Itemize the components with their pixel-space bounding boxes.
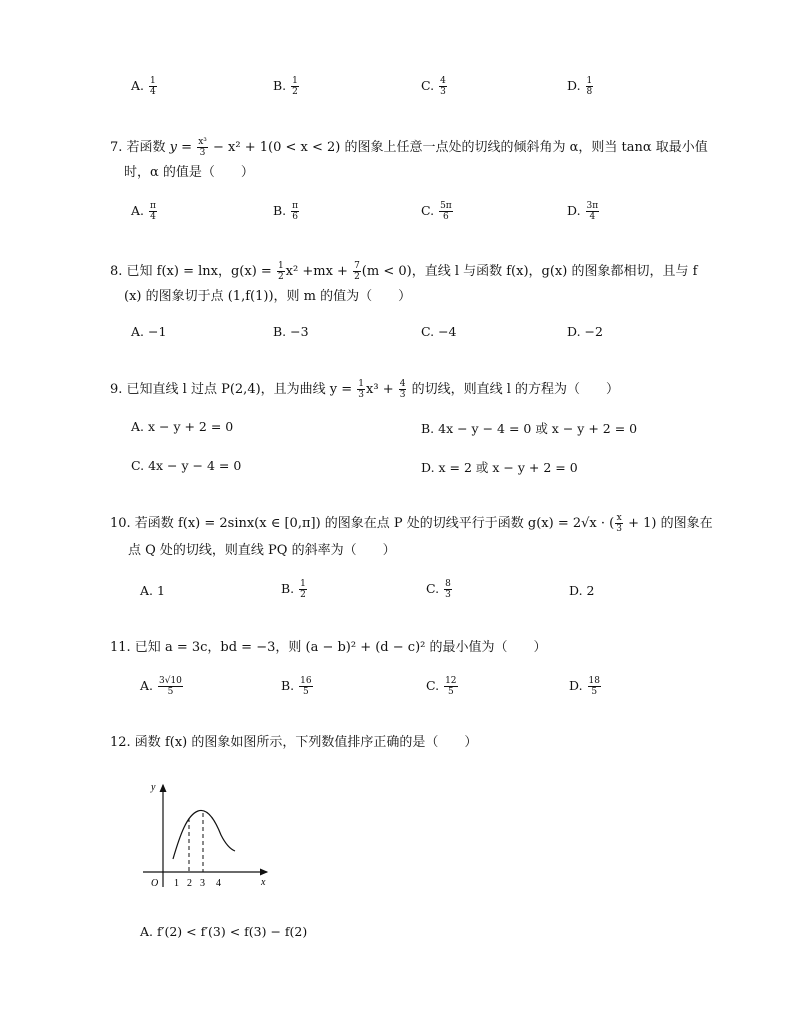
denominator: 2 — [292, 87, 298, 97]
numerator: 1 — [292, 76, 298, 86]
numerator: 12 — [445, 676, 457, 686]
denominator: 3 — [199, 148, 206, 158]
numerator: 1 — [358, 379, 365, 389]
question-9-line-1 — [110, 378, 619, 402]
q11-option-b — [281, 676, 314, 697]
option-a — [131, 76, 158, 97]
fraction — [588, 676, 601, 697]
fraction — [615, 513, 623, 534]
option-label: C. — [421, 203, 435, 218]
denominator: 2 — [300, 590, 306, 600]
numerator: 1 — [586, 76, 593, 86]
numerator: 18 — [588, 676, 600, 686]
question-8-line-1 — [110, 260, 697, 284]
option-label: D. — [569, 678, 583, 693]
q11-option-a — [140, 676, 184, 697]
text: 7. 若函数 — [110, 140, 170, 155]
denominator: 2 — [354, 272, 360, 282]
denominator: 5 — [167, 687, 174, 697]
numerator: 16 — [300, 676, 312, 686]
denominator: 4 — [150, 87, 156, 97]
numerator: 5π — [440, 201, 452, 211]
q8-option-c: C. −4 — [421, 324, 457, 339]
denominator: 3 — [616, 524, 622, 534]
numerator: 1 — [150, 76, 156, 86]
denominator: 3 — [358, 390, 365, 400]
text: y = — [169, 140, 197, 155]
tick-label: 4 — [216, 878, 221, 889]
fraction — [149, 76, 157, 97]
function-graph — [135, 775, 285, 895]
fraction — [439, 201, 453, 222]
option-label: B. — [281, 678, 295, 693]
numerator: x — [616, 513, 622, 523]
q8-option-b: B. −3 — [273, 324, 309, 339]
denominator: 3 — [440, 87, 446, 97]
fraction — [353, 261, 361, 282]
tick-label: 2 — [187, 878, 192, 889]
q10-option-c — [426, 579, 453, 600]
fraction — [586, 201, 600, 222]
text: 8. 已知 f(x) = lnx，g(x) = — [110, 264, 276, 279]
text: x² +mx + — [285, 264, 353, 279]
question-10-line-2: 点 Q 处的切线，则直线 PQ 的斜率为（ ） — [128, 543, 396, 558]
denominator: 2 — [277, 272, 284, 282]
numerator: 1 — [300, 579, 306, 589]
text: 10. 若函数 f(x) = 2sinx(x ∈ [0,π]) 的图象在点 P 处的切线平行于函数 g(x) = 2√x · ( — [110, 516, 615, 531]
option-label: A. — [140, 678, 154, 693]
q9-option-b: B. 4x − y − 4 = 0 或 x − y + 2 = 0 — [421, 421, 638, 436]
x-axis-label: x — [261, 877, 266, 888]
question-7-line-1 — [110, 136, 708, 160]
text: 9. 已知直线 l 过点 P(2,4)，且为曲线 y = — [110, 382, 357, 397]
numerator: 3√10 — [159, 676, 182, 686]
text: (m < 0)，直线 l 与函数 f(x)，g(x) 的图象都相切，且与 f — [361, 264, 698, 279]
q7-option-c — [421, 201, 454, 222]
q7-option-d — [567, 201, 600, 222]
numerator: x³ — [198, 137, 207, 147]
text: 的切线，则直线 l 的方程为（ ） — [407, 382, 620, 397]
denominator: 4 — [589, 212, 596, 222]
fraction — [291, 76, 299, 97]
denominator: 5 — [447, 687, 454, 697]
option-label: D. — [567, 78, 581, 93]
q12-option-a: A. f′(2) < f′(3) < f(3) − f(2) — [140, 924, 308, 939]
option-b — [273, 76, 300, 97]
fraction — [299, 579, 307, 600]
tick-label: 3 — [200, 878, 205, 889]
numerator: 4 — [440, 76, 446, 86]
numerator: 8 — [445, 579, 451, 589]
denominator: 4 — [150, 212, 156, 222]
numerator: 1 — [277, 261, 284, 271]
denominator: 8 — [586, 87, 593, 97]
denominator: 5 — [303, 687, 309, 697]
fraction — [291, 201, 299, 222]
numerator: 3π — [586, 201, 599, 211]
option-label: C. — [421, 78, 435, 93]
q11-option-c — [426, 676, 459, 697]
option-label: C. — [426, 678, 440, 693]
question-8-line-2: (x) 的图象切于点 (1,f(1))，则 m 的值为（ ） — [124, 289, 412, 304]
denominator: 6 — [443, 212, 449, 222]
q7-option-a — [131, 201, 158, 222]
q9-option-a: A. x − y + 2 = 0 — [131, 419, 234, 434]
numerator: 4 — [399, 379, 406, 389]
fraction — [299, 676, 312, 697]
fraction — [444, 579, 452, 600]
origin-label: O — [151, 878, 159, 889]
denominator: 3 — [399, 390, 406, 400]
q10-option-b — [281, 579, 308, 600]
q10-option-d: D. 2 — [569, 583, 595, 598]
option-label: A. — [131, 203, 145, 218]
option-label: D. — [567, 203, 581, 218]
q7-option-b — [273, 201, 300, 222]
fraction — [277, 261, 285, 282]
q10-option-a: A. 1 — [140, 583, 165, 598]
q9-option-c: C. 4x − y − 4 = 0 — [131, 458, 242, 473]
fraction — [439, 76, 447, 97]
q8-option-a: A. −1 — [131, 324, 167, 339]
denominator: 3 — [445, 590, 451, 600]
fraction — [197, 137, 208, 158]
fraction — [149, 201, 157, 222]
option-label: B. — [273, 203, 287, 218]
q8-option-d: D. −2 — [567, 324, 603, 339]
option-label: A. — [131, 78, 145, 93]
fraction — [444, 676, 457, 697]
q11-option-d — [569, 676, 602, 697]
function-curve — [173, 810, 235, 859]
option-c — [421, 76, 448, 97]
numerator: π — [292, 201, 299, 211]
option-d — [567, 76, 594, 97]
denominator: 6 — [292, 212, 298, 222]
numerator: 7 — [354, 261, 360, 271]
question-12-line-1: 12. 函数 f(x) 的图象如图所示，下列数值排序正确的是（ ） — [110, 735, 478, 750]
question-11-line-1: 11. 已知 a = 3c，bd = −3，则 (a − b)² + (d − c)² 的最小值为（ ） — [110, 640, 547, 655]
q9-option-d: D. x = 2 或 x − y + 2 = 0 — [421, 460, 578, 475]
text: x³ + — [366, 382, 398, 397]
question-10-line-1 — [110, 512, 713, 536]
y-axis-label: y — [151, 782, 156, 793]
fraction — [158, 676, 183, 697]
text: + 1) 的图象在 — [623, 516, 713, 531]
fraction — [586, 76, 594, 97]
option-label: C. — [426, 581, 440, 596]
text: − x² + 1(0 < x < 2) 的图象上任意一点处的切线的倾斜角为 α，则当 tanα 取最小值 — [208, 140, 708, 155]
option-label: B. — [281, 581, 295, 596]
fraction — [399, 379, 407, 400]
numerator: π — [150, 201, 156, 211]
question-7-line-2: 时，α 的值是（ ） — [124, 165, 254, 180]
denominator: 5 — [591, 687, 598, 697]
tick-label: 1 — [174, 878, 179, 889]
option-label: B. — [273, 78, 287, 93]
fraction — [357, 379, 365, 400]
